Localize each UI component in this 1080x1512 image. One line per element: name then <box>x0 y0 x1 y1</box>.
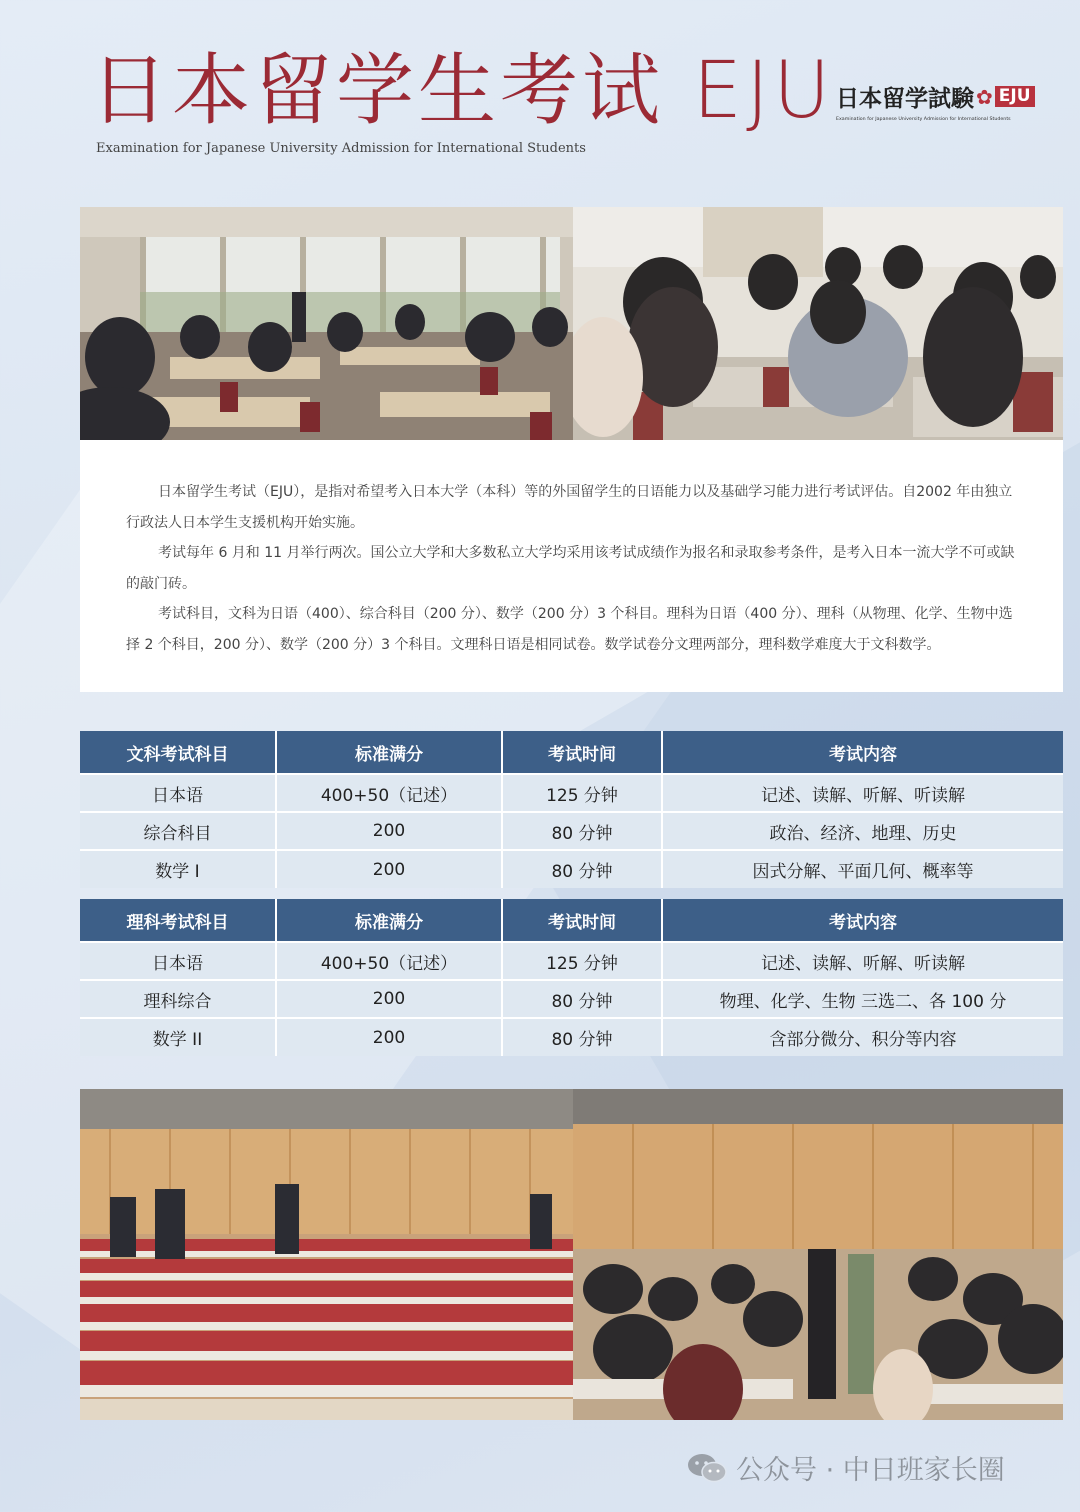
table-cell: 125 分钟 <box>502 942 662 980</box>
table-cell: 80 分钟 <box>502 812 662 850</box>
intro-paragraph: 日本留学生考试（EJU），是指对希望考入日本大学（本科）等的外国留学生的日语能力以及基础学习能力进行考试评估。自2002 年由独立行政法人日本学生支援机构开始实施。 <box>126 484 1013 531</box>
table-cell: 日本语 <box>80 942 276 980</box>
table-row <box>80 1018 1063 1056</box>
science-exam-table <box>80 899 1063 1056</box>
watermark <box>686 1448 1005 1487</box>
table-cell: 400+50（记述） <box>276 774 502 812</box>
arts-exam-table <box>80 731 1063 888</box>
table-header-row <box>80 731 1063 774</box>
table-cell: 400+50（记述） <box>276 942 502 980</box>
table-cell: 含部分微分、积分等内容 <box>662 1018 1063 1056</box>
table-row <box>80 980 1063 1018</box>
page-title: 日本留学生考试 EJU <box>90 46 835 136</box>
table-cell: 125 分钟 <box>502 774 662 812</box>
table-row <box>80 942 1063 980</box>
page-subtitle: Examination for Japanese University Admission for International Students <box>96 141 586 156</box>
table-cell: 80 分钟 <box>502 980 662 1018</box>
empty-exam-hall-photo <box>80 1089 573 1420</box>
table-cell: 200 <box>276 1018 502 1056</box>
table-cell: 80 分钟 <box>502 850 662 888</box>
table-cell: 日本语 <box>80 774 276 812</box>
table-row <box>80 812 1063 850</box>
intro-paragraph: 考试每年 6 月和 11 月举行两次。国公立大学和大多数私立大学均采用该考试成绩作为报名和录取参考条件，是考入日本一流大学不可或缺的敲门砖。 <box>126 545 1015 592</box>
table-cell: 政治、经济、地理、历史 <box>662 812 1063 850</box>
table-cell: 200 <box>276 812 502 850</box>
students-writing-photo <box>573 207 1063 440</box>
logo-text: 日本留学試験 <box>836 86 974 112</box>
table-cell: 物理、化学、生物 三选二、各 100 分 <box>662 980 1063 1018</box>
full-exam-hall-photo <box>573 1089 1063 1420</box>
watermark-text: 公众号 · 中日班家长圈 <box>736 1455 1005 1486</box>
logo-subtext: Examination for Japanese University Admission for International Students <box>836 116 1011 122</box>
exam-room-photo <box>80 207 573 440</box>
table-cell: 数学 II <box>80 1018 276 1056</box>
table-cell: 数学 I <box>80 850 276 888</box>
table-header-row <box>80 899 1063 942</box>
flower-icon: ✿ <box>976 84 993 109</box>
table-header: 考试时间 <box>502 899 662 942</box>
table-header: 理科考试科目 <box>80 899 276 942</box>
logo-badge: EJU <box>995 86 1035 107</box>
table-cell: 200 <box>276 850 502 888</box>
table-header: 标准满分 <box>276 731 502 774</box>
table-header: 考试时间 <box>502 731 662 774</box>
intro-text-box <box>80 440 1063 692</box>
table-row <box>80 774 1063 812</box>
table-cell: 记述、读解、听解、听读解 <box>662 774 1063 812</box>
table-cell: 因式分解、平面几何、概率等 <box>662 850 1063 888</box>
wechat-icon <box>686 1452 728 1484</box>
table-cell: 200 <box>276 980 502 1018</box>
table-header: 标准满分 <box>276 899 502 942</box>
table-row <box>80 850 1063 888</box>
table-header: 考试内容 <box>662 731 1063 774</box>
table-cell: 理科综合 <box>80 980 276 1018</box>
table-cell: 记述、读解、听解、听读解 <box>662 942 1063 980</box>
eju-logo <box>836 80 1051 124</box>
table-cell: 综合科目 <box>80 812 276 850</box>
table-header: 考试内容 <box>662 899 1063 942</box>
table-cell: 80 分钟 <box>502 1018 662 1056</box>
intro-paragraph: 考试科目，文科为日语（400）、综合科目（200 分）、数学（200 分）3 个科目。理科为日语（400 分）、理科（从物理、化学、生物中选择 2 个科目，200 分）、数学（200 分）3 个科目。文理科日语是相同试卷。数学试卷分文理两部分，理科数学难度大于文科数学。 <box>126 606 1013 653</box>
table-header: 文科考试科目 <box>80 731 276 774</box>
